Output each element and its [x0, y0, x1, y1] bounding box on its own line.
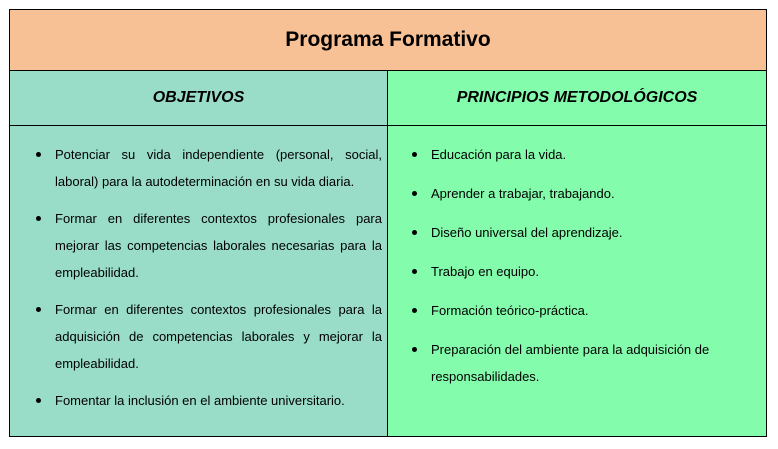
principio-item: Aprender a trabajar, trabajando. — [412, 180, 756, 207]
principio-item: Diseño universal del aprendizaje. — [412, 219, 756, 246]
principios-header: PRINCIPIOS METODOLÓGICOS — [388, 71, 766, 126]
objetivo-item: Formar en diferentes contextos profesionales para mejorar las competencias laborales necesarias para la empleabilidad. — [36, 205, 382, 286]
objetivos-cell — [10, 126, 388, 436]
principio-item: Preparación del ambiente para la adquisición de responsabilidades. — [412, 336, 756, 390]
principio-item: Formación teórico-práctica. — [412, 297, 756, 324]
objetivo-item: Formar en diferentes contextos profesionales para la adquisición de competencias laborales y mejorar la empleabilidad. — [36, 296, 382, 377]
principio-item: Trabajo en equipo. — [412, 258, 756, 285]
title-row — [10, 10, 766, 71]
objetivos-header: OBJETIVOS — [10, 71, 388, 126]
principios-list — [412, 141, 756, 390]
programa-formativo-table — [9, 9, 767, 437]
objetivo-item: Potenciar su vida independiente (personal, social, laboral) para la autodeterminación en su vida diaria. — [36, 141, 382, 195]
table-title: Programa Formativo — [285, 28, 491, 51]
objetivos-list — [36, 141, 382, 414]
objetivo-item: Fomentar la inclusión en el ambiente universitario. — [36, 387, 382, 414]
principio-item: Educación para la vida. — [412, 141, 756, 168]
principios-cell — [388, 126, 766, 436]
